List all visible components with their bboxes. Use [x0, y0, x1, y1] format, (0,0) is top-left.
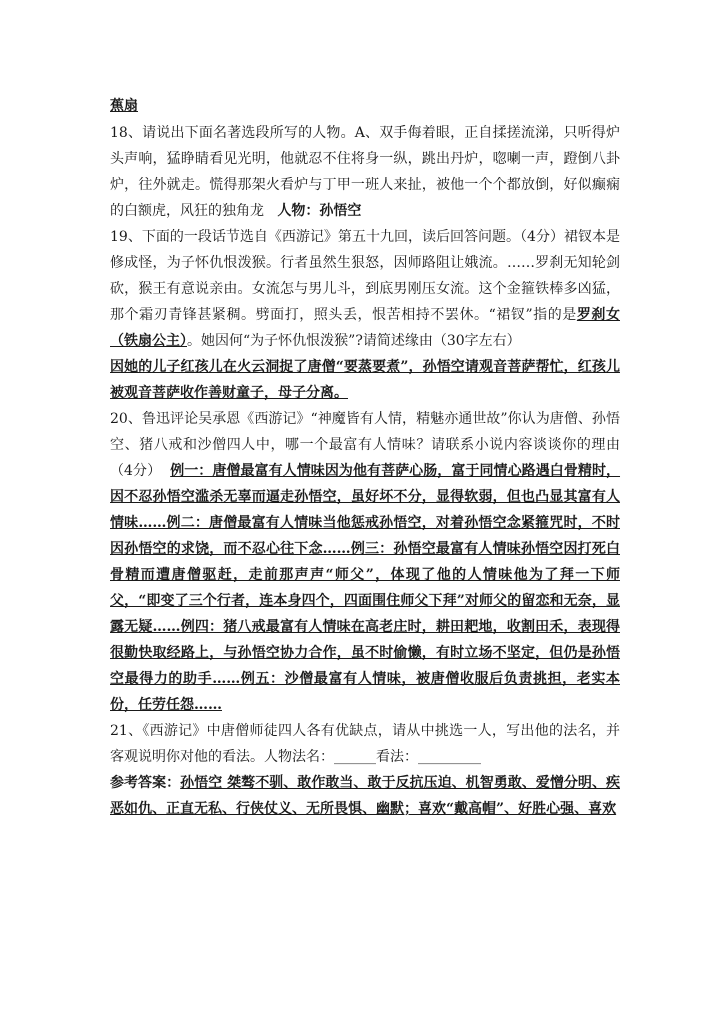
document-page: [110, 93, 620, 822]
q19-fill-answer: 罗刹女（铁扇公主）: [110, 307, 620, 349]
q21-text-a: 21、《西游记》中唐僧师徒四人各有优缺点，请从中挑选一人，写出他的法名，并客观说明你对他的看法。人物法名：: [110, 723, 620, 765]
q19-text-b: 。她因何“为子怀仇恨泼猴”?请简述缘由（30字左右）: [187, 333, 521, 349]
q21-answer-label: 参考答案：: [110, 775, 181, 791]
q20-answer: 例一：唐僧最富有人情味因为他有菩萨心肠，富于同情心路遇白骨精时，因不忍孙悟空滥杀无辜而逼走孙悟空，虽好坏不分，显得软弱，但也凸显其富有人情味……例二：唐僧最富有人情味当他惩戒孙悟空，对着孙悟空念紧箍咒时，不时因孙悟空的求饶，而不忍心往下念……例三：孙悟空最富有人情味孙悟空因打死白骨精而遭唐僧驱赶，走前那声声“师父”，体现了他的人情味他为了拜一下师父，“即变了三个行者，连本身四个，四面围住师父下拜”对师父的留恋和无奈，显露无疑……例四：猪八戒最富有人情味在高老庄时，耕田耙地，收割田禾，表现得很勤快取经路上，与孙悟空协力合作，虽不时偷懒，有时立场不坚定，但仍是孙悟空最得力的助手……例五：沙僧最富有人情味，被唐僧收服后负责挑担，老实本份，任劳任怨……: [110, 463, 621, 713]
question-19: [110, 224, 620, 354]
q19-text-a: 19、下面的一段话节选自《西游记》第五十九回，读后回答问题。（4分）裙钗本是修成怪，为子怀仇恨泼猴。行者虽然生狠怒，因师路阻让娥流。……罗刹无知轮剑砍，猴王有意说亲由。女流怎与男儿斗，到底男刚压女流。这个金箍铁棒多凶猛，那个霜刃青锋甚紧稠。劈面打，照头丢，恨苦相持不罢休。“裙钗”指的是: [110, 229, 620, 323]
q21-answer-text: 孙悟空 桀骜不驯、敢作敢当、敢于反抗压迫、机智勇敢、爱憎分明、疾恶如仇、正直无私、行侠仗义、无所畏惧、幽默；喜欢“戴高帽”、好胜心强、喜欢: [110, 775, 620, 817]
question-18: [110, 120, 620, 224]
q21-text-b: 看法：: [376, 749, 418, 765]
q18-answer: 人物：孙悟空: [277, 203, 362, 219]
question-21: [110, 718, 620, 770]
q19-answer-text: 因她的儿子红孩儿在火云洞捉了唐僧“要蒸要煮”，孙悟空请观音菩萨帮忙，红孩儿被观音菩萨收作善财童子，母子分离。: [110, 359, 620, 401]
q21-answer: [110, 770, 620, 822]
q21-blank-opinion: _________: [418, 749, 481, 765]
q18-text: 18、请说出下面名著选段所写的人物。A、双手侮着眼，正自揉搓流涕，只听得炉头声响，猛睁睛看见光明，他就忍不住将身一纵，跳出丹炉，唿喇一声，蹬倒八卦炉，往外就走。慌得那架火看炉与丁甲一班人来扯，被他一个个都放倒，好似癫痫的白额虎，风狂的独角龙: [110, 125, 620, 219]
question-20: [110, 406, 620, 718]
q17-tail-text: 蕉扇: [110, 98, 138, 114]
q17-answer-tail: [110, 93, 620, 119]
q21-blank-name: ______: [334, 749, 376, 765]
q20-text: 20、鲁迅评论吴承恩《西游记》“神魔皆有人情，精魅亦通世故”你认为唐僧、孙悟空、猪八戒和沙僧四人中，哪一个最富有人情味？请联系小说内容谈谈你的理由（4分）: [110, 411, 620, 479]
q19-answer: [110, 354, 620, 406]
